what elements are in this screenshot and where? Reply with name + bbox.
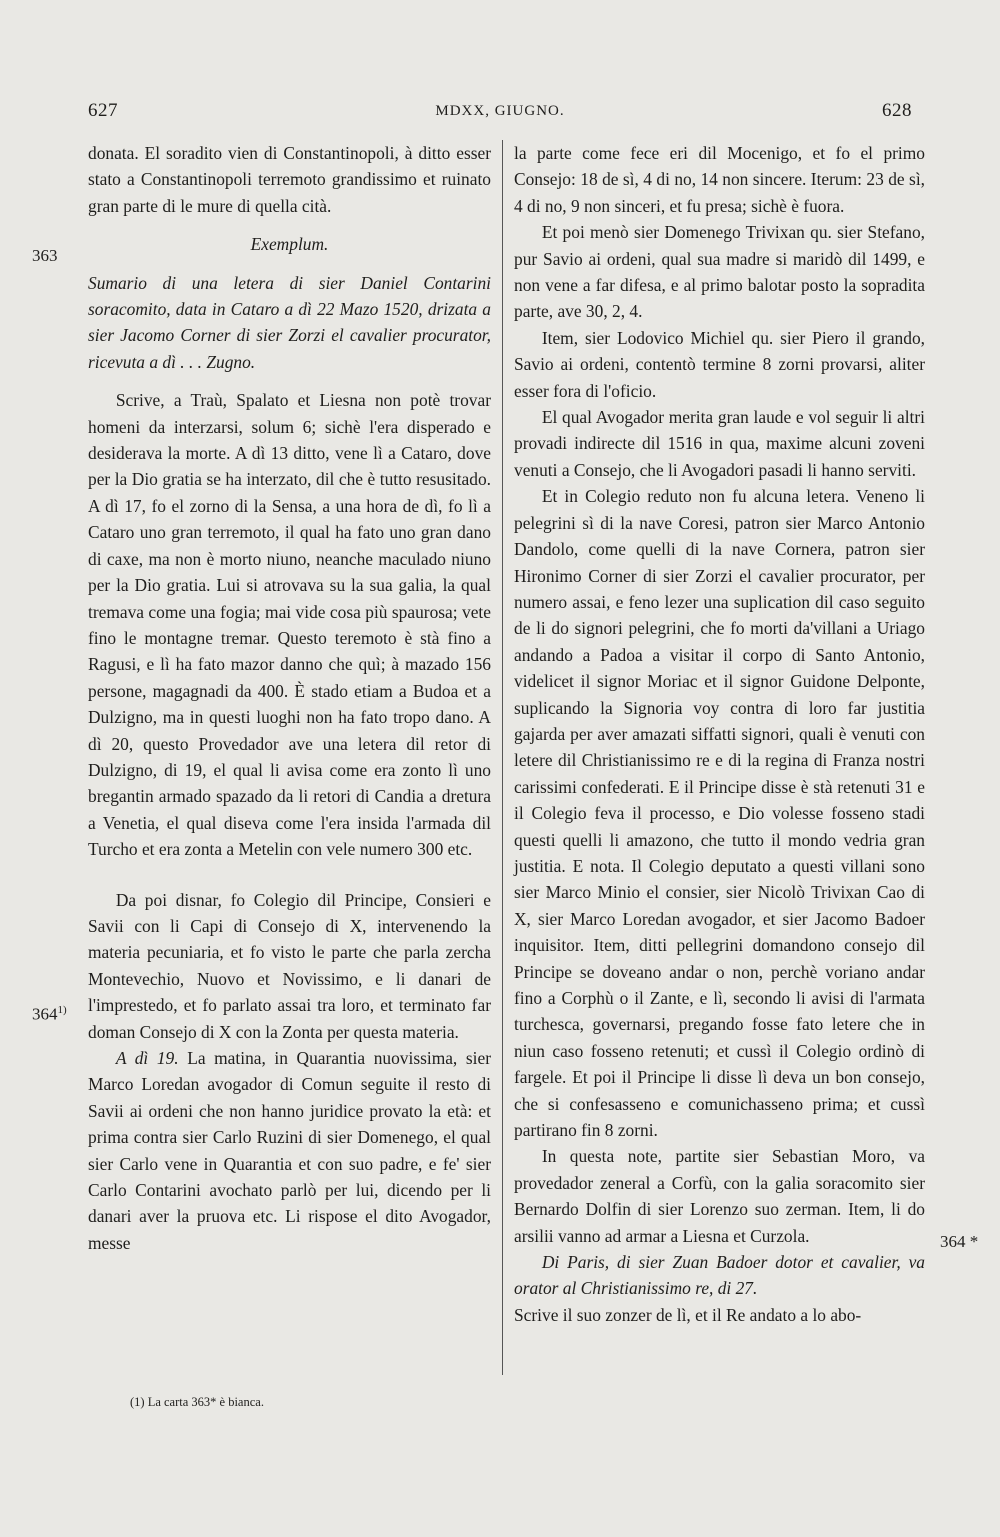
footnote: (1) La carta 363* è bianca. [130, 1395, 264, 1409]
footnote-ref: 1) [57, 1004, 67, 1016]
left-page-number: 627 [88, 100, 118, 121]
letter-summary-heading: Sumario di una letera di sier Daniel Contarini soracomito, data in Cataro a dì 22 Mazo 1520, drizata a sier Jacomo Corner di sier Zorzi el cavalier procurator, ricevuta a dì . . . Zugno. [88, 272, 491, 372]
letter-heading: Di Paris, di sier Zuan Badoer dotor et cavalier, va orator al Christianissimo re, di 27. [514, 1252, 925, 1299]
margin-number-364-star: 364 * [940, 1232, 979, 1251]
date-heading: A dì 19. [115, 1048, 179, 1068]
paragraph: In questa note, partite sier Sebastian Moro, va provedador zeneral a Corfù, con la galia soracomito sier Bernardo Dolfin di sier Lorenzo suo zerman. Item, li do arsilii vanno ad armar a Liesna et Curzola. [514, 1146, 925, 1246]
paragraph: donata. El soradito vien di Constantinopoli, à ditto esser stato a Constantinopoli terremoto grandissimo et ruinato gran parte di le mure di quella cità. [88, 143, 491, 216]
running-header: MDXX, GIUGNO. [435, 103, 565, 119]
left-column [88, 140, 491, 1256]
section-heading: Exemplum. [250, 234, 329, 255]
paragraph: Scrive, a Traù, Spalato et Liesna non potè trovar homeni da interzarsi, solum 6; sichè l'era disperado e desiderava la morte. A dì 13 ditto, vene lì a Cataro, dove per la Dio gratia se ha interzato, dil che è tutto resusitado. A dì 17, fo el zorno di la Sensa, a una hora de dì, fo lì a Cataro uno gran terremoto, il qual ha fato uno gran dano di caxe, ma non è morto niuno, neanche maculado niuno per la Dio gratia. Lui si atrovava su la sua galia, la qual tremava come una fogia; mai vide cosa più spaurosa; vete fino le montagne tremar. Questo teremoto è stà fino a Ragusi, e lì ha fato mazor danno che quì; à mazado 156 persone, magagnadi da 400. È stado etiam a Budoa et a Dulzigno, ma in questi luoghi non ha fato tropo dano. A dì 20, questo Provedador ave una letera dil retor di Dulzigno, di 19, el qual li avisa come era zonto lì uno bregantin armado spazado da li retori di Candia a dretura a Venetia, el qual diseva come l'era insida l'armada dil Turcho et era zonta a Metelin con vele numero 300 etc. [88, 390, 491, 860]
paragraph: Scrive il suo zonzer de lì, et il Re andato a lo abo- [514, 1304, 862, 1325]
paragraph: A dì 19. La matina, in Quarantia nuovissima, sier Marco Loredan avogador di Comun seguite il resto di Savii ai ordeni che non hanno juridice provato la età: et prima contra sier Carlo Ruzini di sier Domenego, el qual sier Carlo vene in Quarantia et con suo padre, e fe' sier Carlo Contarini avochato parlò per lui, dicendo per li danari aver la pruova etc. Li rispose el dito Avogador, messe [88, 1048, 491, 1253]
paragraph: Et in Colegio reduto non fu alcuna letera. Veneno li pelegrini sì di la nave Coresi, patron sier Marco Antonio Dandolo, come quelli di la nave Cornera, patron sier Hironimo Corner di sier Zorzi el cavalier procurator, per numero assai, e feno lezer una suplication dil caso seguito de li do signori pelegrini, che fo morti da'villani a Uriago andando a Padoa a visitar il corpo di Santo Antonio, videlicet il signor Moriac et il signor Guidone Delponte, suplicando la Signoria voy contra di loro far justitia gajarda per aver amazati siffatti signori, quali è venuti con letere dil Christianissimo re e di la regina di Franza nostri carissimi confederati. E il Principe disse è stà retenuti 31 e il Colegio feva il processo, e Dio volesse fosseno stadi questi quelli li amazono, che tutto il mondo vedria gran justitia. E nota. Il Colegio deputato a questi villani sono sier Marco Minio el consier, sier Nicolò Trivixan Cao di X, sier Marco Loredan avogador, et sier Jacomo Badoer inquisitor. Item, ditti pellegrini domandono consejo dil Principe se doveano andar o non, perchè voriano andar fino a Corphù o il Zante, e lì, secondo li avisi di l'armata turchesca, governarsi, pregando fosse fato letere che in niun caso fosseno retenuti; et cussì il Colegio ordinò di fargele. Et poi il Principe li disse lì deva un bon consejo, che si confesasseno e comunichasseno prima; et cussì partirano fin 8 zorni. [514, 486, 925, 1141]
right-page-number: 628 [882, 100, 912, 121]
paragraph: la parte come fece eri dil Mocenigo, et fo el primo Consejo: 18 de sì, 4 di no, 14 non sincere. Iterum: 23 de sì, 4 di no, 9 non sinceri, et fu presa; sichè è fuora. [514, 143, 925, 216]
paragraph: Et poi menò sier Domenego Trivixan qu. sier Stefano, pur Savio ai ordeni, qual sua madre si maridò dil 1499, e non vene a far difesa, e al primo balotar posto la sopradita parte, ave 30, 2, 4. [514, 222, 925, 322]
column-divider [502, 140, 503, 1375]
paragraph: Da poi disnar, fo Colegio dil Principe, Consieri e Savii con li Capi di Consejo di X, intervenendo la materia pecuniaria, et fo visto le parte che parla zercha Montevechio, Nuovo et Novissimo, e li danari de l'imprestedo, et fo parlato assai tra loro, et terminato far doman Consejo di X con la Zonta per questa materia. [88, 889, 491, 1042]
paragraph: El qual Avogador merita gran laude e vol seguir li altri provadi indirecte dil 1516 in qua, maxime alcuni zoveni venuti a Consejo, che li Avogadori pasadi li hanno serviti. [514, 407, 925, 480]
margin-number-363: 363 [32, 246, 58, 265]
paragraph: Item, sier Lodovico Michiel qu. sier Piero il grando, Savio ai ordeni, contentò termine 8 zorni provarsi, aliter esser fora di l'oficio. [514, 327, 925, 401]
right-column [514, 140, 925, 1328]
margin-number-364: 364$^{1)}$ [32, 1004, 67, 1024]
